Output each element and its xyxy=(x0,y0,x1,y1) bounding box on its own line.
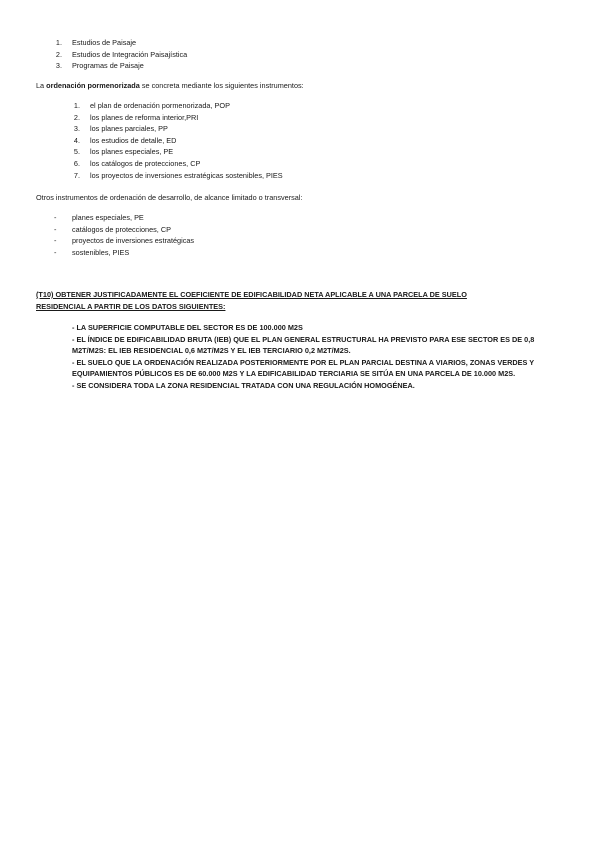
list-item: - catálogos de protecciones, CP xyxy=(54,224,171,234)
instrumentos-list xyxy=(68,100,563,181)
list-item: 4. los estudios de detalle, ED xyxy=(73,135,177,145)
task-item: - LA SUPERFICIE COMPUTABLE DEL SECTOR ES DE 100.000 M2S xyxy=(72,323,303,332)
list-item: 6. los catálogos de protecciones, CP xyxy=(73,158,201,168)
task-item: - EL ÍNDICE DE EDIFICABILIDAD BRUTA (IEB) QUE EL PLAN GENERAL ESTRUCTURAL HA PREVISTO PARA ESE SECTOR ES DE 0,8 M2T/M2S: EL IEB RESIDENCIAL 0,6 M2T/M2S Y EL IEB TERCIARIO 0,2 M2T/M2S. xyxy=(72,334,535,356)
otros-list xyxy=(54,212,563,258)
list-item: - planes especiales, PE xyxy=(54,213,144,222)
list-item: 3. los planes parciales, PP xyxy=(73,124,168,134)
list-item: 2. los planes de reforma interior,PRI xyxy=(73,112,199,122)
otros-intro: Otros instrumentos de ordenación de desarrollo, de alcance limitado o transversal: xyxy=(36,193,303,202)
list-item: 7. los proyectos de inversiones estratégicas sostenibles, PIES xyxy=(73,170,283,180)
list-item: 3. Programas de Paisaje xyxy=(55,61,144,71)
list-item: 1. Estudios de Paisaje xyxy=(55,38,137,47)
task-title: (T10) OBTENER JUSTIFICADAMENTE EL COEFICIENTE DE EDIFICABILIDAD NETA APLICABLE A UNA PARCELA DE SUELO RESIDENCIAL A PARTIR DE LOS DATOS SIGUIENTES: xyxy=(36,290,467,311)
list-item: 1. el plan de ordenación pormenorizada, POP xyxy=(73,101,230,110)
list-item: 2. Estudios de Integración Paisajística xyxy=(55,49,188,59)
list-item: 5. los planes especiales, PE xyxy=(73,147,174,157)
list-item: - sostenibles, PIES xyxy=(54,247,130,257)
pormenorizada-paragraph: La ordenación pormenorizada se concreta mediante los siguientes instrumentos: xyxy=(36,81,304,90)
paisaje-list xyxy=(50,37,563,72)
task-item: - SE CONSIDERA TODA LA ZONA RESIDENCIAL TRATADA CON UNA REGULACIÓN HOMOGÉNEA. xyxy=(72,380,415,390)
task-items xyxy=(72,322,559,392)
list-item: - proyectos de inversiones estratégicas xyxy=(54,236,195,246)
task-item: - EL SUELO QUE LA ORDENACIÓN REALIZADA POSTERIORMENTE POR EL PLAN PARCIAL DESTINA A VIARIOS, ZONAS VERDES Y EQUIPAMIENTOS PÚBLICOS ES DE 60.000 M2S Y LA EDIFICABILIDAD TERCIARIA SE SITÚA EN UNA PARCELA DE 10.000 M2S. xyxy=(72,357,535,379)
